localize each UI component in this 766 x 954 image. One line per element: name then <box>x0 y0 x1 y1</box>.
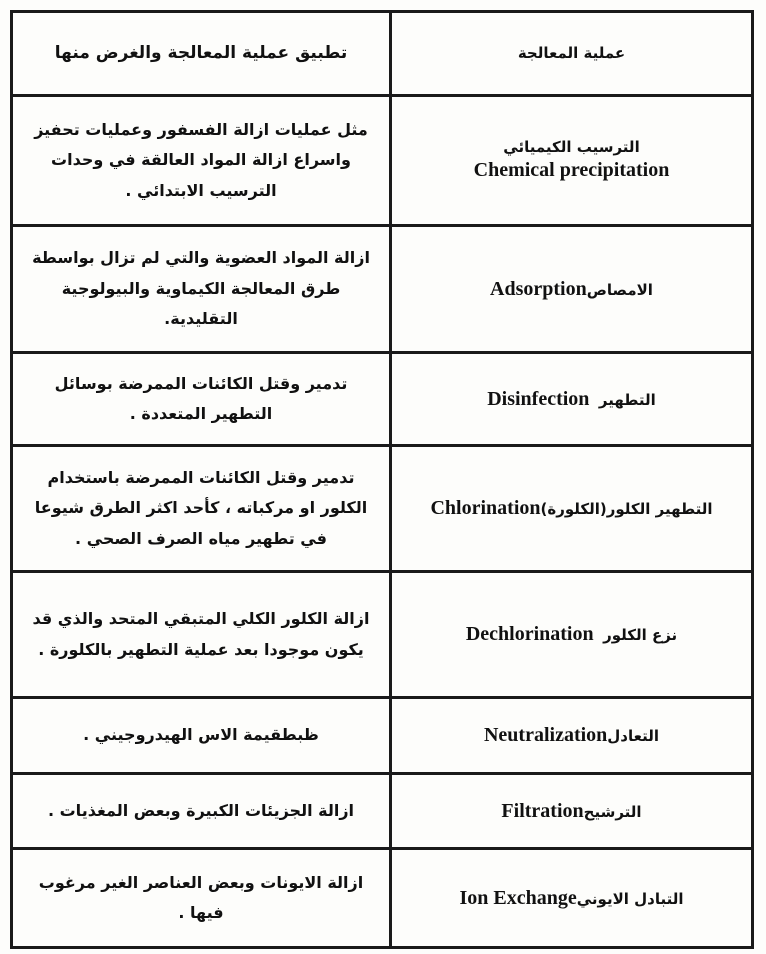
application-text: ازالة الجزيئات الكبيرة وبعض المغذيات . <box>47 800 355 820</box>
process-cell <box>391 446 753 572</box>
application-text: ازالة المواد العضوية والتي لم تزال بواسطة طرق المعالجة الكيماوية والبيولوجية التقليدية. <box>32 248 370 329</box>
application-text: ازالة الايونات وبعض العناصر الغير مرغوب فيها . <box>38 872 364 922</box>
process-name-en: Disinfection <box>487 387 590 410</box>
table-row <box>12 96 753 226</box>
process-name-ar: الترسيب الكيميائي <box>503 137 640 156</box>
process-name-ar: التعادل <box>607 727 660 745</box>
process-name-en: Adsorption <box>490 277 587 300</box>
application-cell <box>12 849 391 948</box>
process-name-en: Dechlorination <box>465 623 594 645</box>
process-cell <box>391 226 753 353</box>
process-name-ar: الامصاص <box>586 280 653 299</box>
application-cell <box>12 446 391 572</box>
process-name-ar: التبادل الايوني <box>576 889 684 908</box>
treatment-table <box>10 10 754 949</box>
header-application-label: تطبيق عملية المعالجة والغرض منها <box>54 43 348 64</box>
process-name-en: Chemical precipitation <box>473 159 670 182</box>
process-cell <box>391 572 753 698</box>
application-cell <box>12 572 391 698</box>
application-cell <box>12 353 391 446</box>
header-application <box>12 12 391 96</box>
process-name-ar: الترشيح <box>583 802 642 821</box>
process-name-en: Filtration <box>501 799 584 822</box>
process-name-en: Neutralization <box>483 724 608 746</box>
application-cell <box>12 774 391 849</box>
table-row <box>12 446 753 572</box>
process-cell <box>391 849 753 948</box>
application-cell <box>12 226 391 353</box>
process-name-ar: نزع الكلور <box>603 626 678 644</box>
application-text: ظبطقيمة الاس الهيدروجيني . <box>83 725 319 745</box>
process-cell <box>391 96 753 226</box>
header-process-label: عملية المعالجة <box>517 44 626 63</box>
header-process <box>391 12 753 96</box>
process-name-ar: التطهير <box>598 390 656 409</box>
application-cell <box>12 698 391 774</box>
table-row <box>12 698 753 774</box>
process-cell <box>391 774 753 849</box>
application-text: تدمير وقتل الكائنات الممرضة باستخدام الكلور او مركباته ، كأحد اكثر الطرق شيوعا في تطهير مياه الصرف الصحي . <box>34 467 368 548</box>
table-row <box>12 849 753 948</box>
process-cell <box>391 353 753 446</box>
table-row <box>12 353 753 446</box>
application-cell <box>12 96 391 226</box>
table-row <box>12 226 753 353</box>
process-cell <box>391 698 753 774</box>
application-text: تدمير وقتل الكائنات الممرضة بوسائل التطهير المتعددة . <box>54 373 348 423</box>
application-text: مثل عمليات ازالة الفسفور وعمليات تحفيز واسراع ازالة المواد العالقة في وحدات الترسيب الابتدائي . <box>34 119 368 200</box>
process-name-ar: التطهير الكلور(الكلورة) <box>540 500 713 518</box>
table-row <box>12 572 753 698</box>
process-name-en: Ion Exchange <box>459 886 577 909</box>
table-row <box>12 774 753 849</box>
application-text: ازالة الكلور الكلي المتبقي المتحد والذي قد يكون موجودا بعد عملية التطهير بالكلورة . <box>32 609 370 659</box>
process-name-en: Chlorination <box>430 497 541 519</box>
table-header-row <box>12 12 753 96</box>
